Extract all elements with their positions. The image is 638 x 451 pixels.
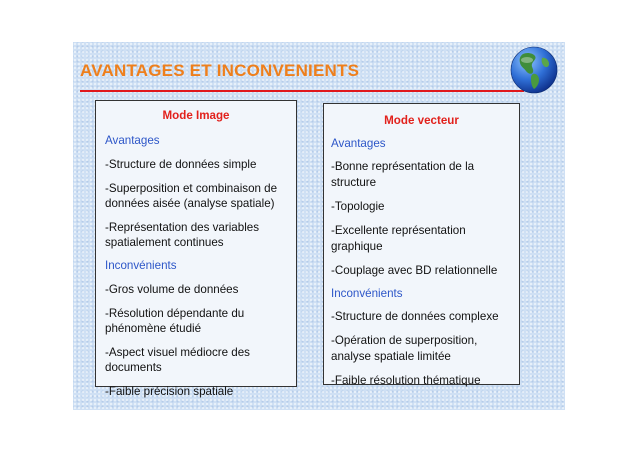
raster-disadvantage-item: -Résolution dépendante du phénomène étudié <box>105 307 245 335</box>
vector-disadvantage-item: -Opération de superposition, analyse spatiale limitée <box>331 334 478 363</box>
slide <box>73 42 565 410</box>
vector-advantage-item: -Bonne représentation de la structure <box>331 160 475 189</box>
raster-disadvantage-item: -Aspect visuel médiocre des documents <box>105 346 250 374</box>
vector-advantages-label: Avantages <box>331 137 386 150</box>
raster-disadvantages-label: Inconvénients <box>105 259 177 272</box>
vector-disadvantages-label: Inconvénients <box>331 287 403 300</box>
vector-advantage-item: -Excellente représentation graphique <box>331 224 466 253</box>
raster-advantage-item: -Structure de données simple <box>105 158 257 171</box>
vector-advantage-item: -Topologie <box>331 200 385 213</box>
raster-disadvantage-item: -Gros volume de données <box>105 283 239 296</box>
raster-mode-panel <box>95 100 297 398</box>
vector-disadvantage-item: -Faible résolution thématique <box>331 374 481 387</box>
raster-mode-heading: Mode Image <box>162 109 230 122</box>
vector-mode-heading: Mode vecteur <box>384 114 459 127</box>
raster-advantage-item: -Superposition et combinaison de données aisée (analyse spatiale) <box>105 182 278 210</box>
title-underline <box>80 90 524 92</box>
raster-advantage-item: -Représentation des variables spatialement continues <box>105 221 260 249</box>
vector-advantage-item: -Couplage avec BD relationnelle <box>331 264 498 277</box>
slide-title: AVANTAGES ET INCONVENIENTS <box>80 61 360 80</box>
raster-disadvantage-item: -Faible précision spatiale <box>105 385 234 398</box>
vector-mode-panel <box>323 103 520 385</box>
raster-advantages-label: Avantages <box>105 134 160 147</box>
vector-disadvantage-item: -Structure de données complexe <box>331 310 499 323</box>
globe-icon <box>509 45 559 95</box>
